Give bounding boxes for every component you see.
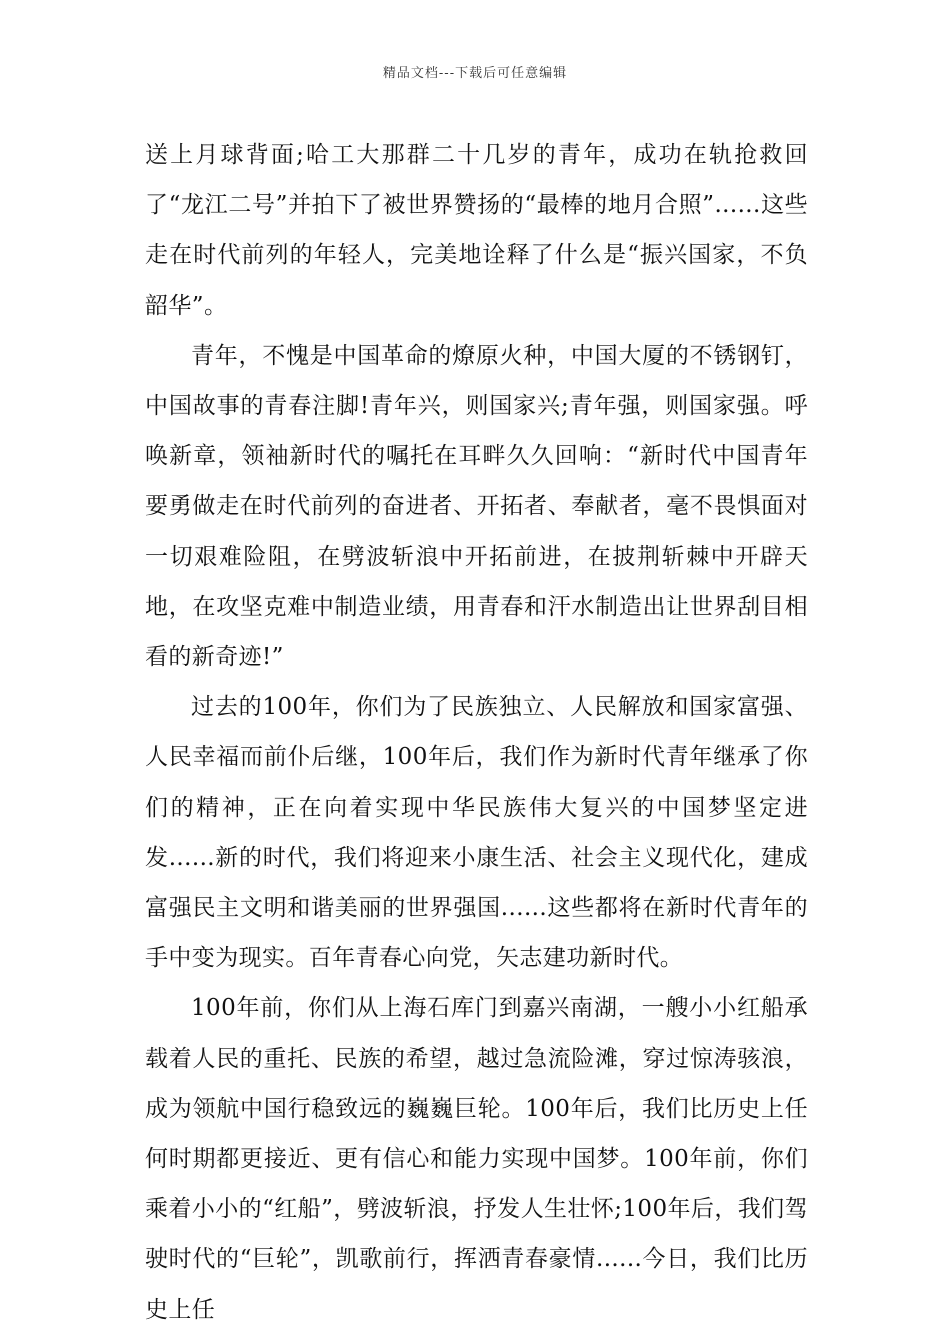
paragraph-2: 青年，不愧是中国革命的燎原火种，中国大厦的不锈钢钉，中国故事的青春注脚!青年兴，则国家兴;青年强，则国家强。呼唤新章，领袖新时代的嘱托在耳畔久久回响：“新时代中国青年要勇做走在时代前列的奋进者、开拓者、奉献者，毫不畏惧面对一切艰难险阻，在劈波斩浪中开拓前进，在披荆斩棘中开辟天地，在攻坚克难中制造业绩，用青春和汗水制造出让世界刮目相看的新奇迹!” [145,342,808,671]
document-body [145,130,808,1335]
page-header: 精品文档---下载后可任意编辑 [382,66,568,81]
paragraph-1: 送上月球背面;哈工大那群二十几岁的青年，成功在轨抢救回了“龙江二号”并拍下了被世界赞扬的“最棒的地月合照”......这些走在时代前列的年轻人，完美地诠释了什么是“振兴国家，不负韶华”。 [145,142,808,319]
paragraph-3: 过去的100年，你们为了民族独立、人民解放和国家富强、人民幸福而前仆后继，100年后，我们作为新时代青年继承了你们的精神，正在向着实现中华民族伟大复兴的中国梦坚定进发......新的时代，我们将迎来小康生活、社会主义现代化，建成富强民主文明和谐美丽的世界强国......这些都将在新时代青年的手中变为现实。百年青春心向党，矢志建功新时代。 [145,694,808,972]
paragraph-4: 100年前，你们从上海石库门到嘉兴南湖，一艘小小红船承载着人民的重托、民族的希望，越过急流险滩，穿过惊涛骇浪，成为领航中国行稳致远的巍巍巨轮。100年后，我们比历史上任何时期都更接近、更有信心和能力实现中国梦。100年前，你们乘着小小的“红船”，劈波斩浪，抒发人生壮怀;100年后，我们驾驶时代的“巨轮”，凯歌前行，挥洒青春豪情......今日，我们比历史上任 [145,995,808,1323]
